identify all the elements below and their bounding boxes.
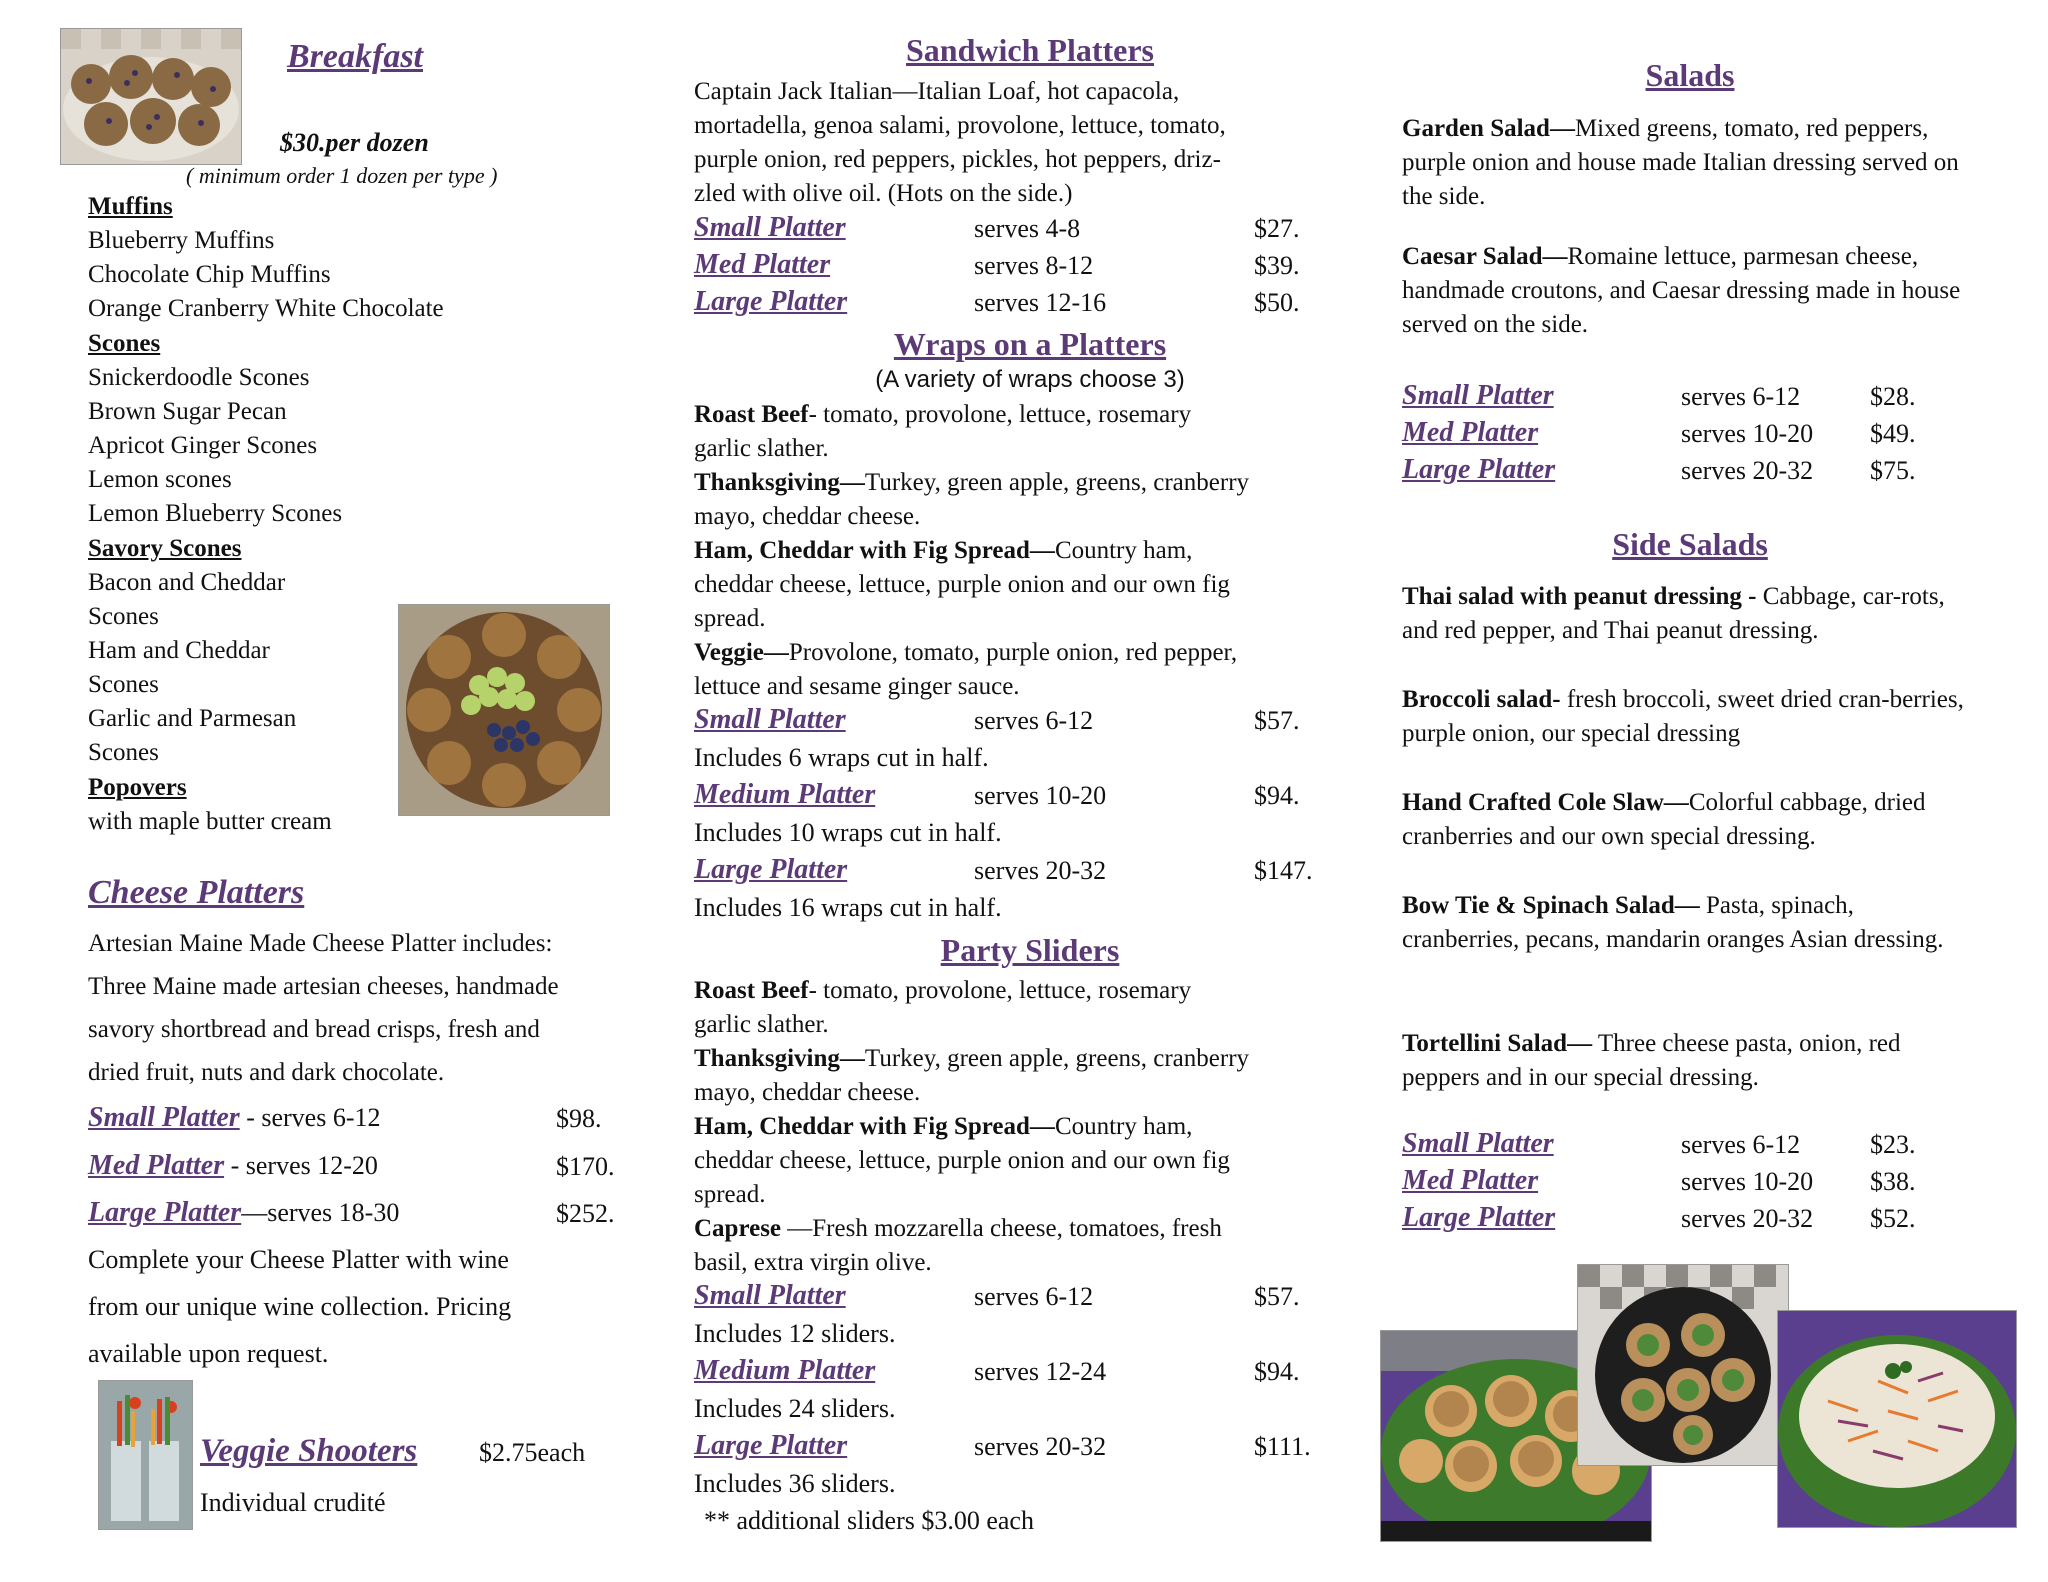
- sandwich-desc-line: Captain Jack Italian—Italian Loaf, hot capacola,: [694, 78, 1180, 105]
- wrap-item-cont: cheddar cheese, lettuce, purple onion and our own fig: [694, 571, 1230, 598]
- tier-serves: - serves 12-20: [224, 1151, 378, 1180]
- tier-note: Includes 24 sliders.: [694, 1394, 896, 1423]
- slider-item-cont: basil, extra virgin olive.: [694, 1249, 932, 1276]
- tier-serves: serves 10-20: [974, 781, 1107, 810]
- wrap-item: [694, 534, 1192, 568]
- scone-item: Lemon scones: [88, 466, 232, 493]
- wrap-item: [694, 466, 1249, 500]
- slider-item-cont: cheddar cheese, lettuce, purple onion and our own fig: [694, 1147, 1230, 1174]
- item-name: Bow Tie & Spinach Salad—: [1402, 892, 1700, 919]
- item-desc: Colorful cabbage, dried cranberries and our own special dressing.: [1402, 789, 1926, 850]
- item-desc: Country ham,: [1054, 1113, 1193, 1140]
- item-name: Caprese: [694, 1215, 782, 1242]
- item-name: Tortellini Salad—: [1402, 1030, 1593, 1057]
- tier-serves: serves 8-12: [974, 251, 1094, 280]
- cheese-tier-row: [88, 1102, 380, 1134]
- item-name: Broccoli salad-: [1402, 686, 1561, 713]
- tier-note: Includes 16 wraps cut in half.: [694, 893, 1002, 922]
- side-salad-item: [1402, 1027, 1962, 1095]
- tier-name: Small Platter: [694, 704, 846, 735]
- muffin-fruit-platter-photo: [398, 604, 610, 816]
- veggie-shooters-price: $2.75each: [479, 1438, 586, 1467]
- tier-serves: serves 10-20: [1681, 419, 1814, 448]
- scones-heading: Scones: [88, 330, 161, 357]
- savory-item: Scones: [88, 603, 159, 630]
- tier-price: $38.: [1870, 1167, 1916, 1196]
- sandwich-desc-line: zled with olive oil. (Hots on the side.): [694, 180, 1073, 207]
- salad-item: [1402, 240, 1962, 342]
- popovers-desc: with maple butter cream: [88, 808, 332, 835]
- wrap-item: [694, 398, 1191, 432]
- item-desc: - tomato, provolone, lettuce, rosemary: [808, 977, 1192, 1004]
- tier-serves: serves 20-32: [974, 856, 1107, 885]
- item-name: Veggie—: [694, 639, 789, 666]
- scone-item: Snickerdoodle Scones: [88, 364, 310, 391]
- scone-item: Apricot Ginger Scones: [88, 432, 318, 459]
- tier-serves: serves 4-8: [974, 214, 1081, 243]
- savory-item: Garlic and Parmesan: [88, 705, 297, 732]
- tier-serves: serves 6-12: [974, 706, 1094, 735]
- item-desc: - tomato, provolone, lettuce, rosemary: [808, 401, 1192, 428]
- slider-item: [694, 1110, 1192, 1144]
- tier-note: Includes 12 sliders.: [694, 1319, 896, 1348]
- muffins-photo: [60, 28, 242, 165]
- sandwich-platters-title: Sandwich Platters: [906, 32, 1154, 68]
- cheese-desc-line: Three Maine made artesian cheeses, handmade: [88, 973, 559, 1000]
- tier-price: $52.: [1870, 1204, 1916, 1233]
- tier-price: $75.: [1870, 456, 1916, 485]
- column-breakfast-cheese: [0, 0, 680, 1582]
- muffin-item: Chocolate Chip Muffins: [88, 261, 331, 288]
- salads-title: Salads: [1645, 57, 1735, 93]
- tier-price: $147.: [1254, 856, 1313, 885]
- tier-name: Large Platter: [694, 1430, 848, 1461]
- wrap-item: [694, 636, 1237, 670]
- tier-name: Med Platter: [694, 249, 831, 280]
- wrap-item-cont: spread.: [694, 605, 766, 632]
- item-desc: —Fresh mozzarella cheese, tomatoes, fresh: [781, 1215, 1222, 1242]
- item-desc: Three cheese pasta, onion, red peppers and in our special dressing.: [1402, 1030, 1901, 1091]
- tier-serves: serves 20-32: [1681, 456, 1814, 485]
- wrap-item-cont: garlic slather.: [694, 435, 829, 462]
- wrap-item-cont: lettuce and sesame ginger sauce.: [694, 673, 1020, 700]
- slider-item-cont: mayo, cheddar cheese.: [694, 1079, 921, 1106]
- scone-item: Brown Sugar Pecan: [88, 398, 287, 425]
- item-name: Thanksgiving—: [694, 1045, 865, 1072]
- cheese-wine-line: Complete your Cheese Platter with wine: [88, 1245, 509, 1274]
- side-salad-item: [1402, 889, 1962, 957]
- tier-serves: - serves 6-12: [239, 1103, 381, 1132]
- tier-name: Small Platter: [1402, 1128, 1554, 1159]
- tier-name: Medium Platter: [694, 1355, 876, 1386]
- sliders-footnote: ** additional sliders $3.00 each: [704, 1506, 1034, 1535]
- tier-price: $170.: [556, 1152, 615, 1181]
- tier-serves: serves 6-12: [1681, 1130, 1801, 1159]
- cheese-tier-row: [88, 1197, 399, 1229]
- item-name: Hand Crafted Cole Slaw—: [1402, 789, 1689, 816]
- column-sandwich-wraps-sliders: [680, 0, 1380, 1582]
- wraps-subtitle: (A variety of wraps choose 3): [875, 366, 1185, 393]
- side-salad-item: [1402, 786, 1982, 854]
- tier-price: $98.: [556, 1104, 602, 1133]
- muffins-heading: Muffins: [88, 193, 173, 220]
- tier-price: $23.: [1870, 1130, 1916, 1159]
- item-name: Garden Salad—: [1402, 115, 1575, 142]
- scone-item: Lemon Blueberry Scones: [88, 500, 343, 527]
- tier-name: Small Platter: [694, 212, 846, 243]
- tier-price: $94.: [1254, 781, 1300, 810]
- tier-serves: —serves 18-30: [241, 1198, 400, 1227]
- tier-price: $27.: [1254, 214, 1300, 243]
- item-desc: Mixed greens, tomato, red peppers, purple onion and house made Italian dressing served on the side.: [1402, 115, 1959, 210]
- tier-note: Includes 36 sliders.: [694, 1469, 896, 1498]
- veggie-shooters-photo: [98, 1380, 193, 1530]
- tier-note: Includes 6 wraps cut in half.: [694, 743, 989, 772]
- cheese-platters-title: Cheese Platters: [88, 874, 305, 911]
- side-salads-title: Side Salads: [1612, 526, 1768, 562]
- tier-serves: serves 6-12: [1681, 382, 1801, 411]
- item-name: Ham, Cheddar with Fig Spread—: [694, 537, 1055, 564]
- cheese-desc-line: savory shortbread and bread crisps, fresh and: [88, 1016, 540, 1043]
- tier-price: $94.: [1254, 1357, 1300, 1386]
- tier-serves: serves 12-16: [974, 288, 1107, 317]
- cheese-wine-line: available upon request.: [88, 1339, 329, 1368]
- tier-serves: serves 12-24: [974, 1357, 1107, 1386]
- item-desc: Cabbage, car-rots, and red pepper, and Thai peanut dressing.: [1402, 583, 1945, 644]
- sandwich-desc-line: purple onion, red peppers, pickles, hot peppers, driz-: [694, 146, 1221, 173]
- tier-price: $111.: [1254, 1432, 1311, 1461]
- party-sliders-title: Party Sliders: [940, 932, 1120, 968]
- item-name: Thanksgiving—: [694, 469, 865, 496]
- column-salads: [1380, 0, 2048, 1582]
- tier-price: $50.: [1254, 288, 1300, 317]
- tier-price: $39.: [1254, 251, 1300, 280]
- tier-name: Small Platter: [694, 1280, 846, 1311]
- cheese-desc-line: dried fruit, nuts and dark chocolate.: [88, 1059, 445, 1086]
- side-salad-item: [1402, 683, 1982, 751]
- tier-serves: serves 20-32: [1681, 1204, 1814, 1233]
- tier-name: Large Platter: [1402, 1202, 1556, 1233]
- muffin-item: Orange Cranberry White Chocolate: [88, 295, 444, 322]
- tier-name: Large Platter: [694, 854, 848, 885]
- item-desc: Turkey, green apple, greens, cranberry: [864, 469, 1250, 496]
- tier-name: Small Platter: [1402, 380, 1554, 411]
- tier-price: $57.: [1254, 706, 1300, 735]
- wrap-item-cont: mayo, cheddar cheese.: [694, 503, 921, 530]
- side-salad-item: [1402, 580, 1982, 648]
- tier-name: Large Platter: [1402, 454, 1556, 485]
- item-desc: Romaine lettuce, parmesan cheese, handmade croutons, and Caesar dressing made in house served on the side.: [1402, 243, 1961, 338]
- slider-item-cont: garlic slather.: [694, 1011, 829, 1038]
- item-name: Ham, Cheddar with Fig Spread—: [694, 1113, 1055, 1140]
- savory-item: Ham and Cheddar: [88, 637, 270, 664]
- item-desc: Provolone, tomato, purple onion, red pepper,: [788, 639, 1238, 666]
- wraps-title: Wraps on a Platters: [893, 326, 1167, 362]
- sandwich-desc-line: mortadella, genoa salami, provolone, lettuce, tomato,: [694, 112, 1226, 139]
- tier-name: Med Platter: [88, 1150, 225, 1181]
- tier-name: Med Platter: [1402, 417, 1539, 448]
- item-desc: Country ham,: [1054, 537, 1193, 564]
- tier-serves: serves 6-12: [974, 1282, 1094, 1311]
- tier-price: $28.: [1870, 382, 1916, 411]
- slider-item: [694, 1212, 1222, 1246]
- popovers-heading: Popovers: [88, 774, 187, 801]
- breakfast-minimum: ( minimum order 1 dozen per type ): [186, 163, 498, 188]
- cheese-wine-line: from our unique wine collection. Pricing: [88, 1292, 512, 1321]
- tier-name: Large Platter: [694, 286, 848, 317]
- item-desc: Turkey, green apple, greens, cranberry: [864, 1045, 1250, 1072]
- cheese-tier-row: [88, 1150, 378, 1182]
- slider-item: [694, 1042, 1249, 1076]
- wraps-platter-photo: [1577, 1264, 1789, 1466]
- savory-scones-heading: Savory Scones: [88, 535, 242, 562]
- tier-price: $57.: [1254, 1282, 1300, 1311]
- veggie-shooters-title: Veggie Shooters: [200, 1433, 418, 1469]
- slider-item: [694, 974, 1191, 1008]
- cole-slaw-photo: [1777, 1310, 2017, 1528]
- breakfast-title: Breakfast: [287, 38, 423, 75]
- item-name: Roast Beef: [694, 401, 809, 428]
- veggie-shooters-desc: Individual crudité: [200, 1488, 386, 1517]
- item-name: Thai salad with peanut dressing -: [1402, 583, 1763, 610]
- item-name: Caesar Salad—: [1402, 243, 1568, 270]
- salad-item: [1402, 112, 1962, 214]
- slider-item-cont: spread.: [694, 1181, 766, 1208]
- savory-item: Bacon and Cheddar: [88, 569, 286, 596]
- tier-name: Med Platter: [1402, 1165, 1539, 1196]
- tier-note: Includes 10 wraps cut in half.: [694, 818, 1002, 847]
- savory-item: Scones: [88, 739, 159, 766]
- cheese-desc-line: Artesian Maine Made Cheese Platter includes:: [88, 930, 553, 957]
- savory-item: Scones: [88, 671, 159, 698]
- item-desc: fresh broccoli, sweet dried cran-berries, purple onion, our special dressing: [1402, 686, 1964, 747]
- item-name: Roast Beef: [694, 977, 809, 1004]
- tier-price: $252.: [556, 1199, 615, 1228]
- tier-name: Small Platter: [88, 1102, 240, 1133]
- tier-price: $49.: [1870, 419, 1916, 448]
- tier-serves: serves 10-20: [1681, 1167, 1814, 1196]
- tier-name: Medium Platter: [694, 779, 876, 810]
- tier-serves: serves 20-32: [974, 1432, 1107, 1461]
- breakfast-price: $30.per dozen: [280, 128, 429, 157]
- item-desc: Pasta, spinach, cranberries, pecans, mandarin oranges Asian dressing.: [1402, 892, 1944, 953]
- tier-name: Large Platter: [88, 1197, 242, 1228]
- muffin-item: Blueberry Muffins: [88, 227, 275, 254]
